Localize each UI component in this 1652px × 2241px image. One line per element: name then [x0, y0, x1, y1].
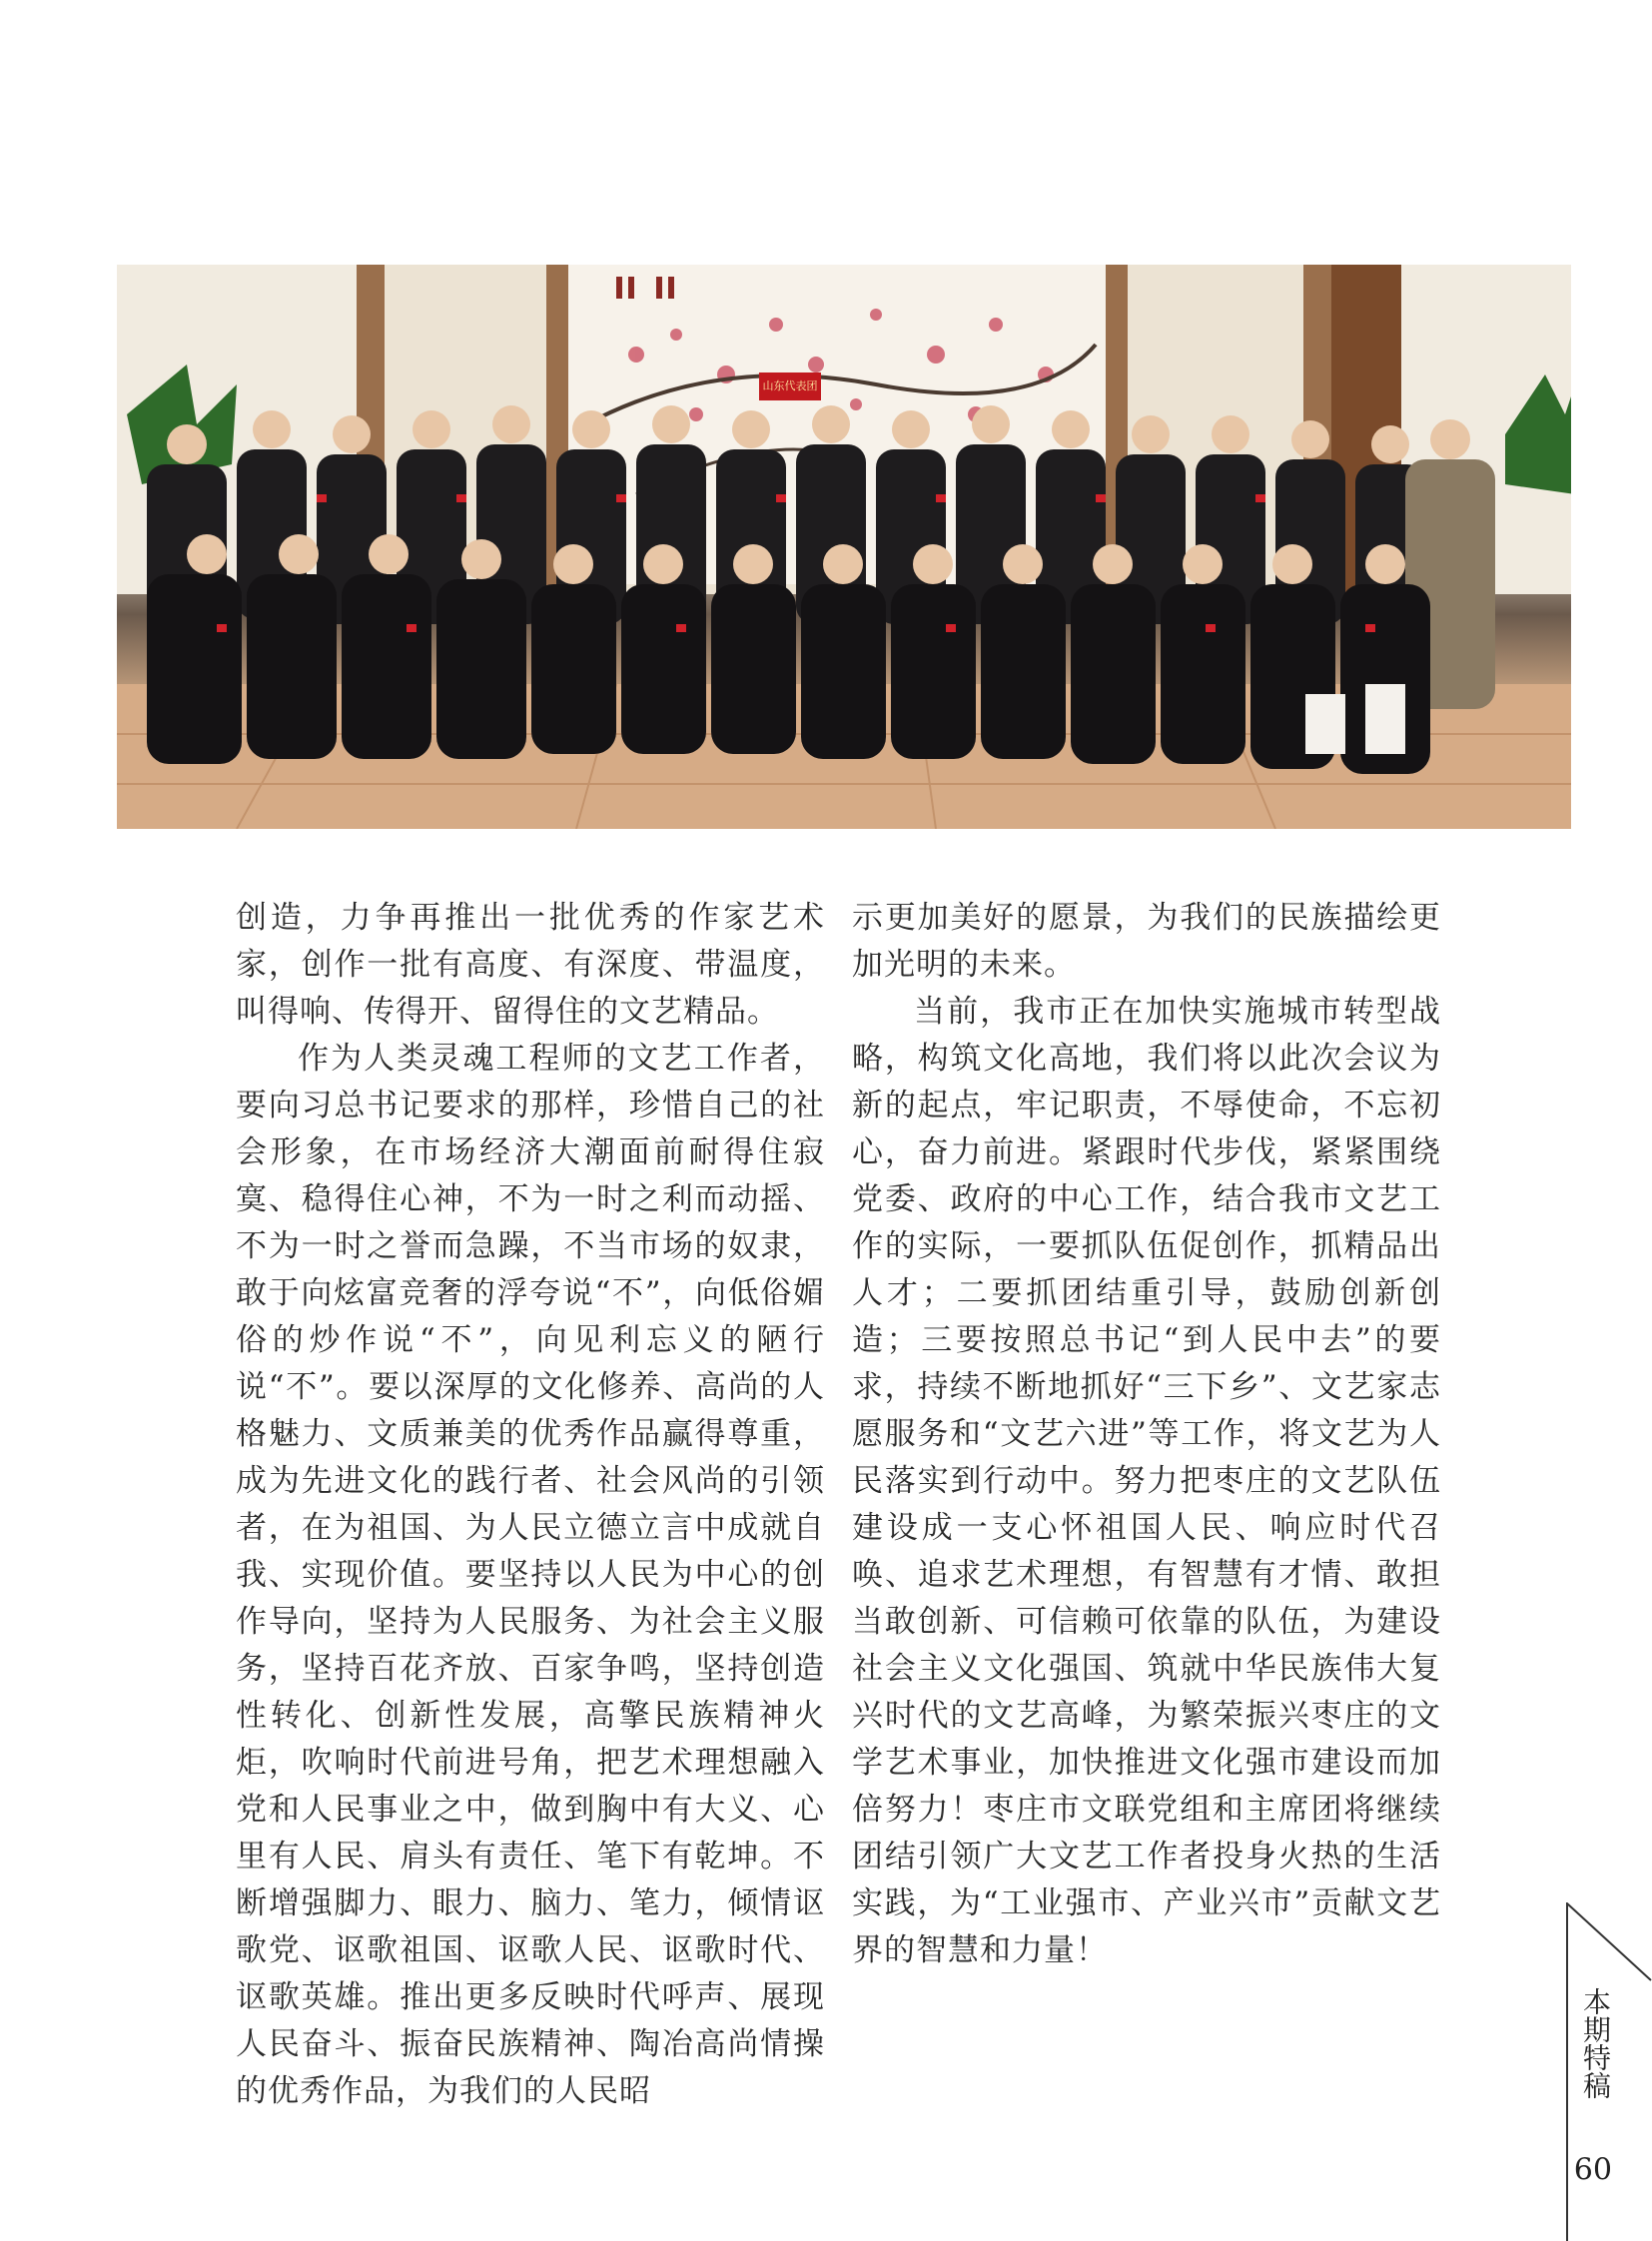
delegation-banner-text: 山东代表团 — [762, 379, 818, 392]
paragraph: 作为人类灵魂工程师的文艺工作者，要向习总书记要求的那样，珍惜自己的社会形象，在市场经济大潮面前耐得住寂寞、稳得住心神，不为一时之利而动摇、不为一时之誉而急躁，不当市场的奴隶，敢于向炫富竞奢的浮夸说“不”，向低俗媚俗的炒作说“不”，向见利忘义的陋行说“不”。要以深厚的文化修养、高尚的人格魅力、文质兼美的优秀作品赢得尊重，成为先进文化的践行者、社会风尚的引领者，在为祖国、为人民立德立言中成就自我、实现价值。要坚持以人民为中心的创作导向，坚持为人民服务、为社会主义服务，坚持百花齐放、百家争鸣，坚持创造性转化、创新性发展，高擎民族精神火炬，吹响时代前进号角，把艺术理想融入党和人民事业之中，做到胸中有大义、心里有人民、肩头有责任、笔下有乾坤。不断增强脚力、眼力、脑力、笔力，倾情讴歌党、讴歌祖国、讴歌人民、讴歌时代、讴歌英雄。推出更多反映时代呼声、展现人民奋斗、振奋民族精神、陶冶高尚情操的优秀作品，为我们的人民昭 — [236, 1041, 825, 2109]
article-column-right — [852, 895, 1441, 1974]
article-column-left — [236, 895, 825, 2115]
paragraph: 当前，我市正在加快实施城市转型战略，构筑文化高地，我们将以此次会议为新的起点，牢记职责，不辱使命，不忘初心，奋力前进。紧跟时代步伐，紧紧围绕党委、政府的中心工作，结合我市文艺工作的实际，一要抓队伍促创作，抓精品出人才；二要抓团结重引导，鼓励创新创造；三要按照总书记“到人民中去”的要求，持续不断地抓好“三下乡”、文艺家志愿服务和“文艺六进”等工作，将文艺为人民落实到行动中。努力把枣庄的文艺队伍建设成一支心怀祖国人民、响应时代召唤、追求艺术理想，有智慧有才情、敢担当敢创新、可信赖可依靠的队伍，为建设社会主义文化强国、筑就中华民族伟大复兴时代的文艺高峰，为繁荣振兴枣庄的文学艺术事业，加快推进文化强市建设而加倍努力！枣庄市文联党组和主席团将继续团结引领广大文艺工作者投身火热的生活实践，为“工业强市、产业兴市”贡献文艺界的智慧和力量！ — [852, 994, 1441, 1968]
group-photo — [117, 265, 1571, 829]
group-photo-illustration — [117, 265, 1571, 829]
paragraph: 示更加美好的愿景，为我们的民族描绘更加光明的未来。 — [852, 900, 1441, 983]
paragraph: 创造，力争再推出一批优秀的作家艺术家，创作一批有高度、有深度、带温度，叫得响、传得开、留得住的文艺精品。 — [236, 900, 825, 1030]
page-number: 09 — [1573, 2149, 1612, 2184]
section-label: 本期特稿 — [1579, 1987, 1612, 2099]
